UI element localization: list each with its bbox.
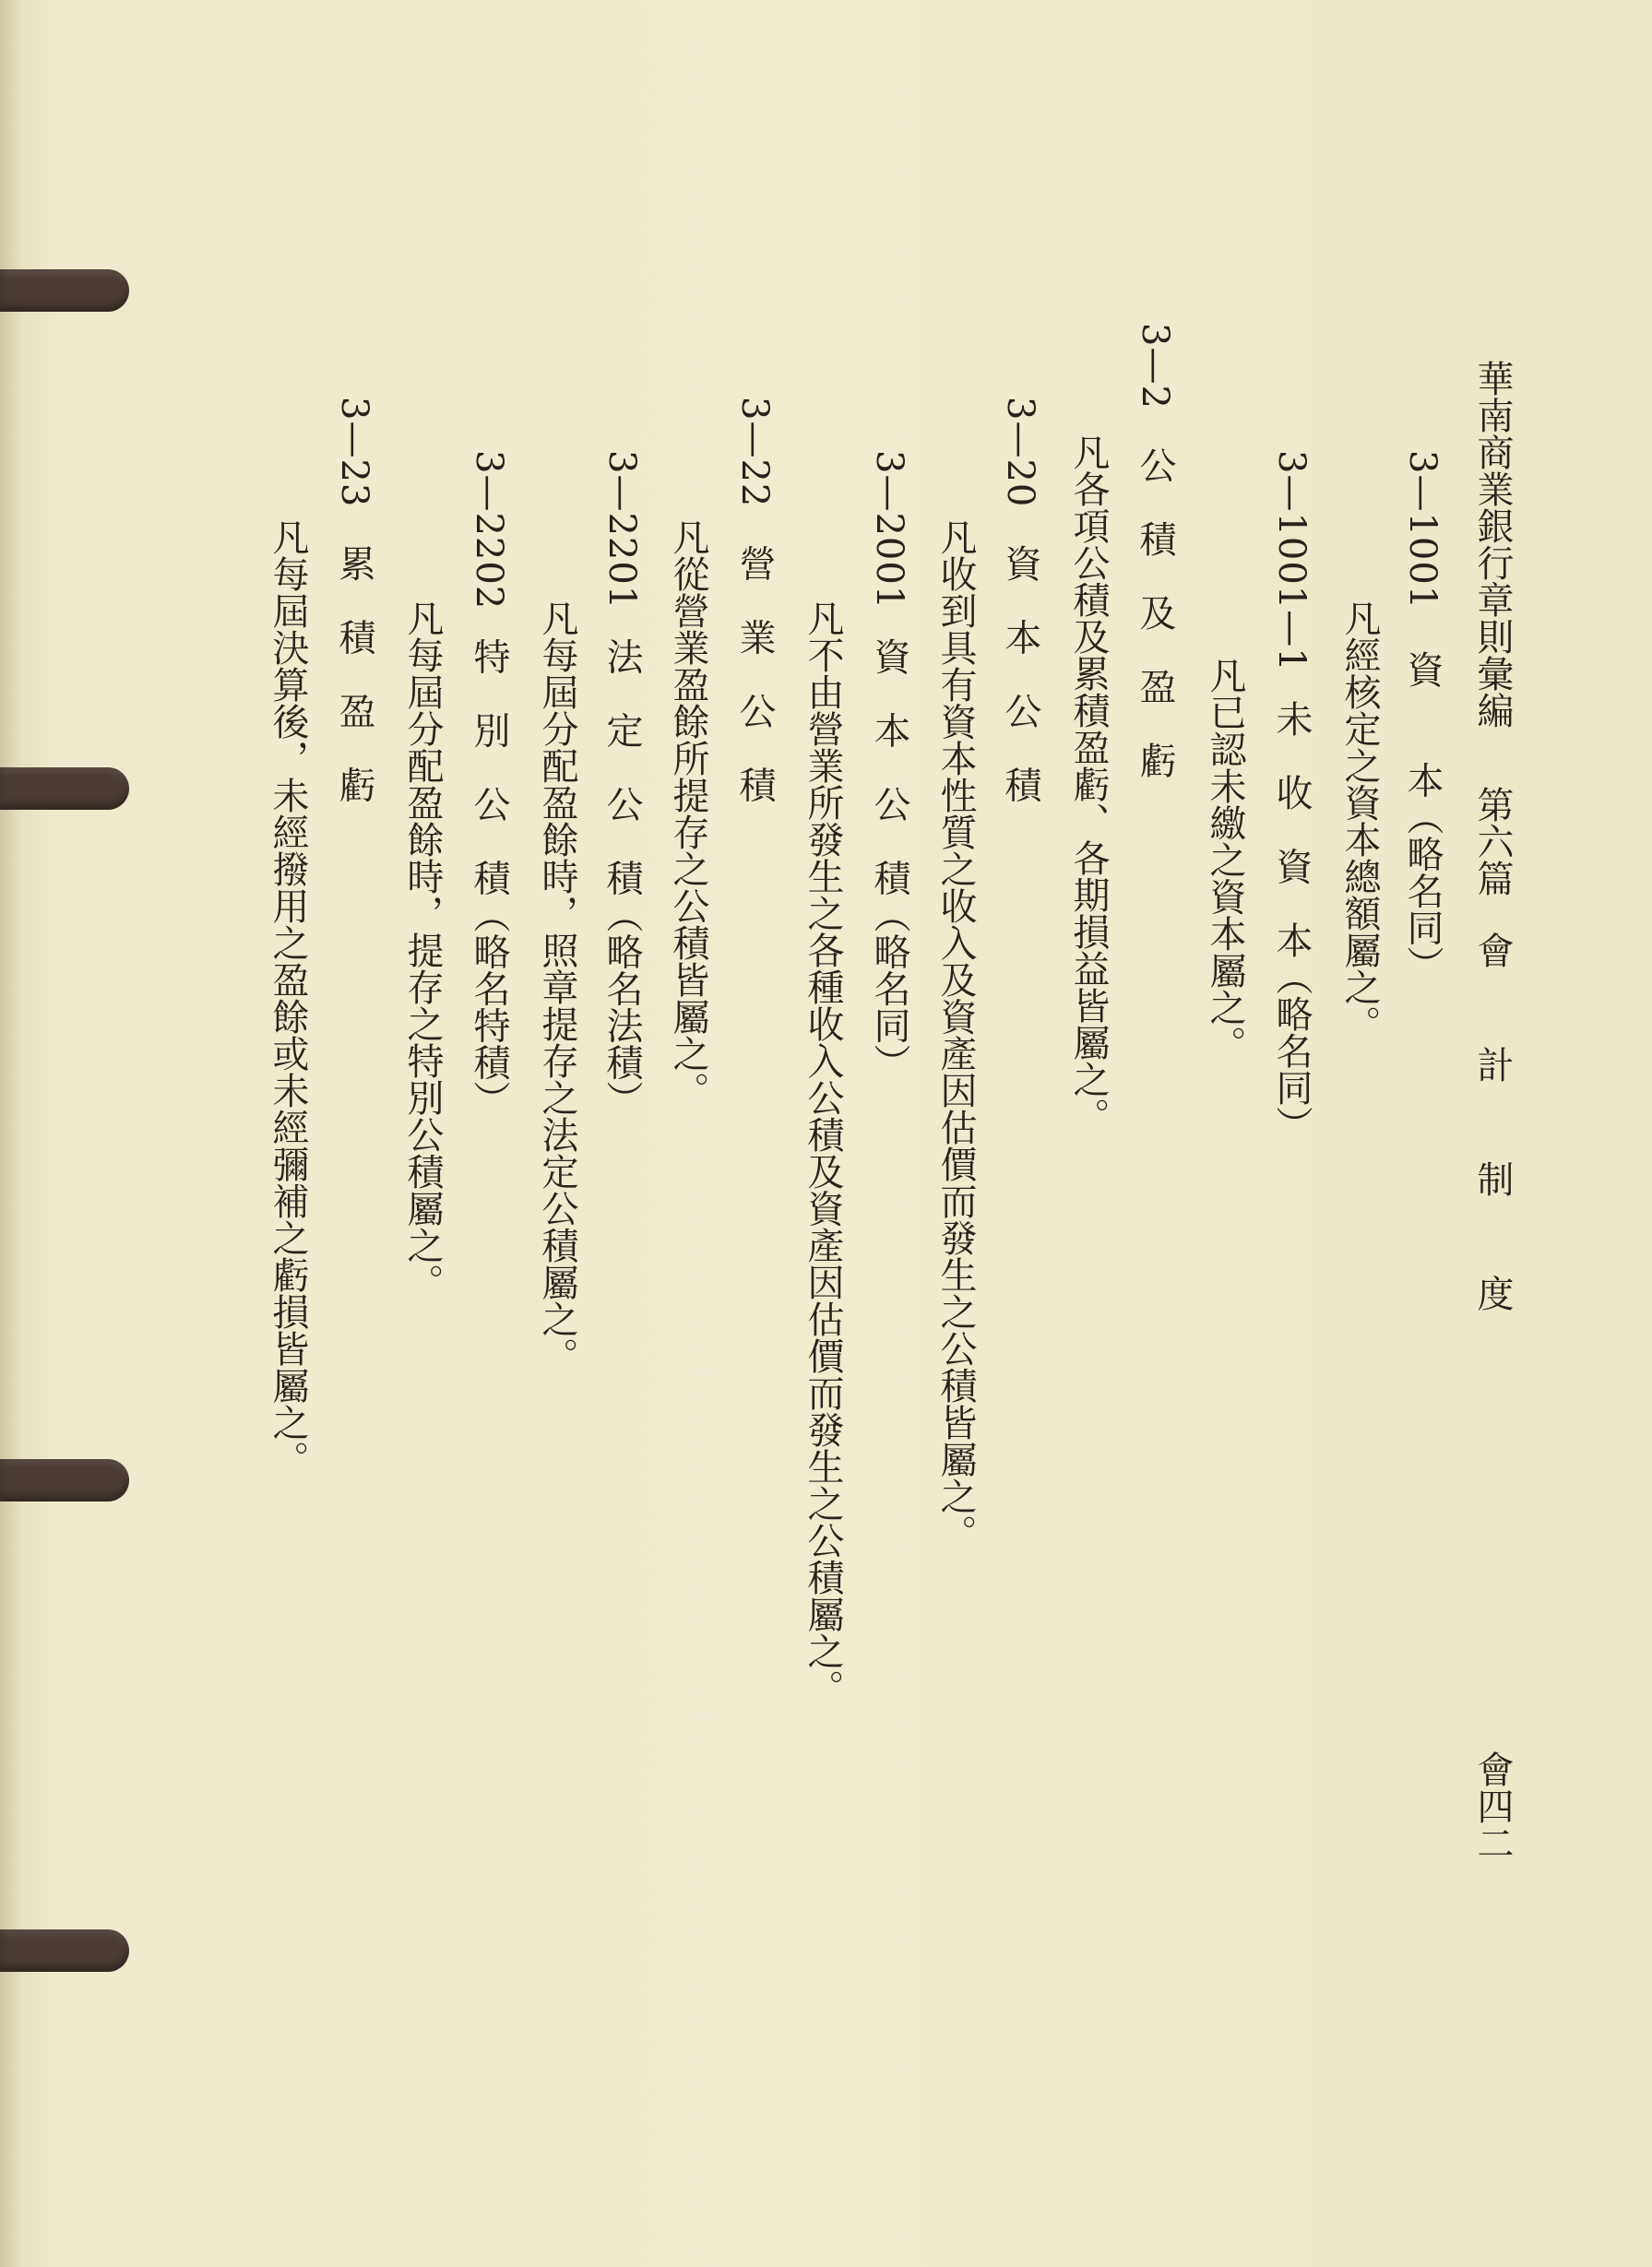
account-code: 3—22 <box>733 397 776 508</box>
account-title: 資 本（略名同） <box>1401 650 1444 983</box>
binding-stitch <box>0 1929 129 1972</box>
entry-heading <box>468 450 510 1118</box>
account-title: 資 本 公 積（略名同） <box>868 637 910 1081</box>
entry-heading <box>600 450 643 1118</box>
account-title: 資 本 公 積 <box>999 544 1041 803</box>
entry-description: 凡每屆分配盈餘時，照章提存之法定公積屬之。 <box>536 599 578 1374</box>
entry-description: 凡每屆分配盈餘時，提存之特別公積屬之。 <box>401 599 444 1300</box>
account-code: 3—2 <box>1134 323 1176 409</box>
account-code: 3—2202 <box>468 450 510 611</box>
page-number: 會四二 <box>1471 1751 1514 1861</box>
entry-description: 凡從營業盈餘所提存之公積皆屬之。 <box>667 518 709 1109</box>
account-title: 公 積 及 盈 虧 <box>1134 445 1176 778</box>
account-code: 3—2201 <box>600 450 643 611</box>
account-code: 3—23 <box>333 397 375 508</box>
binding-stitch <box>0 269 129 312</box>
entry-description: 凡每屆決算後，未經撥用之盈餘或未經彌補之虧損皆屬之。 <box>267 518 309 1478</box>
header-column <box>1471 360 1514 1332</box>
account-title: 累 積 盈 虧 <box>333 544 375 803</box>
entry-description: 凡不由營業所發生之各種收入公積及資產因估價而發生之公積屬之。 <box>802 599 844 1706</box>
entry-description: 凡各項公積及累積盈虧、各期損益皆屬之。 <box>1067 433 1110 1134</box>
entry-heading <box>1401 450 1444 983</box>
entry-heading <box>333 397 375 803</box>
entry-heading <box>999 397 1041 803</box>
account-title: 法 定 公 積（略名法積） <box>600 637 643 1118</box>
account-code: 3—1001—1 <box>1270 450 1313 672</box>
binding-stitch <box>0 1459 129 1501</box>
entry-heading <box>1270 450 1313 1143</box>
binding-stitch <box>0 767 129 810</box>
account-code: 3—1001 <box>1401 450 1444 611</box>
account-title: 營 業 公 積 <box>733 544 776 803</box>
account-code: 3—20 <box>999 397 1041 508</box>
binding-edge <box>0 0 20 2267</box>
entry-description: 凡已認未繳之資本屬之。 <box>1204 657 1246 1062</box>
entry-heading <box>868 450 910 1081</box>
entry-heading <box>733 397 776 803</box>
account-code: 3—2001 <box>868 450 910 611</box>
entry-heading <box>1134 323 1176 778</box>
account-title: 特 別 公 積（略名特積） <box>468 637 510 1118</box>
book-title: 華南商業銀行章則彙編 <box>1471 360 1514 729</box>
chapter-label: 第六篇 <box>1471 786 1514 896</box>
entry-description: 凡經核定之資本總額屬之。 <box>1338 599 1381 1042</box>
account-title: 未 收 資 本（略名同） <box>1270 699 1313 1143</box>
section-label: 會 計 制 度 <box>1471 932 1514 1332</box>
entry-description: 凡收到具有資本性質之收入及資產因估價而發生之公積皆屬之。 <box>934 518 977 1551</box>
